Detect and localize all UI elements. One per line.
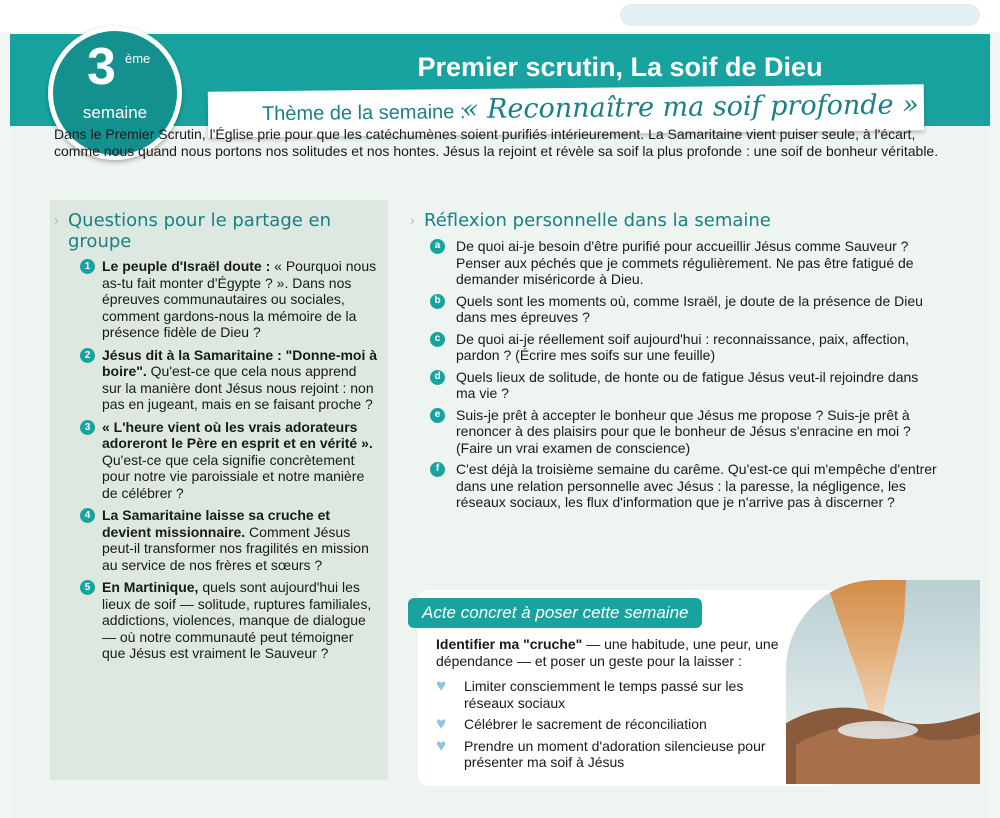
question-text: Comment Jésus peut-il transformer nos fragilités en mission au service de nos frères et sœurs ? xyxy=(102,523,369,573)
number-badge: 5 xyxy=(80,580,95,595)
list-item xyxy=(430,238,938,288)
letter-badge: b xyxy=(430,294,445,309)
acte-list xyxy=(436,678,776,776)
question-text: Qu'est-ce que cela nous apprend sur la manière dont Jésus nous rejoint : non pas en jugeant, mais en se faisant proche ? xyxy=(102,363,374,412)
list-item xyxy=(76,258,378,341)
intro-paragraph: Dans le Premier Scrutin, l'Église prie pour que les catéchumènes soient purifiés intérieurement. La Samaritaine vient puiser seule, à l'écart, comme nous quand nous portons nos solitudes et nos hontes. Jésus la rejoint et révèle sa soif la plus profonde : une soif de bonheur véritable. xyxy=(54,126,939,159)
question-lead: En Martinique, xyxy=(102,579,199,595)
questions-list xyxy=(76,258,378,668)
acte-intro-text: — une habitude, une peur, une dépendance — et poser un geste pour la laisser : xyxy=(436,636,779,669)
letter-badge: c xyxy=(430,332,445,347)
letter-badge: e xyxy=(430,408,445,423)
question-lead: « L'heure vient où les vrais adorateurs adoreront le Père en esprit et en vérité ». xyxy=(102,418,373,451)
theme-quote: « Reconnaître ma soif profonde » xyxy=(461,89,919,126)
question-lead: Jésus dit à la Samaritaine : "Donne-moi à boire". xyxy=(102,346,378,379)
top-pill-decoration xyxy=(620,4,980,26)
list-item xyxy=(76,579,378,662)
list-item xyxy=(430,461,938,511)
top-strip xyxy=(0,0,1000,32)
reflexion-text: De quoi ai-je réellement soif aujourd'hui : reconnaissance, paix, affection, pardon ? (Écrire mes soifs sur une feuille) xyxy=(456,330,910,363)
list-item xyxy=(76,507,378,573)
number-badge: 1 xyxy=(80,259,95,274)
question-text: « Pourquoi nous as-tu fait monter d'Égypte ? ». Dans nos épreuves communautaires ou sociales, comment gardons-nous la mémoire de la présence fidèle de Dieu ? xyxy=(102,258,377,340)
reflexion-text: C'est déjà la troisième semaine du carême. Qu'est-ce qui m'empêche d'entrer dans une relation personnelle avec Jésus : la paresse, la négligence, les réseaux sociaux, les flux d'information que je n'arrive pas à discerner ? xyxy=(456,461,937,510)
question-lead: Le peuple d'Israël doute : xyxy=(102,258,271,274)
number-badge: 4 xyxy=(80,508,95,523)
questions-title: Questions pour le partage en groupe xyxy=(68,210,332,252)
heart-icon: ♥ xyxy=(436,676,447,695)
heart-icon: ♥ xyxy=(436,714,447,733)
acte-intro xyxy=(436,636,782,669)
acte-intro-lead: Identifier ma "cruche" xyxy=(436,636,583,652)
chevron-right-icon: › xyxy=(54,212,59,228)
list-item xyxy=(436,678,776,711)
list-item xyxy=(436,735,776,771)
list-item xyxy=(436,716,776,733)
question-text: quels sont aujourd'hui les lieux de soif — solitude, ruptures familiales, addictions, violences, manque de dialogue — où notre communauté peut témoigner que Jésus est vraiment le Sauveur ? xyxy=(102,579,372,661)
question-lead: La Samaritaine laisse sa cruche et devient missionnaire. xyxy=(102,507,331,540)
list-item xyxy=(430,293,938,326)
list-item xyxy=(430,369,938,402)
reflexion-text: Quels sont les moments où, comme Israël, je doute de la présence de Dieu dans mes épreuves ? xyxy=(456,292,923,325)
reflexion-title: Réflexion personnelle dans la semaine xyxy=(424,210,771,231)
letter-badge: d xyxy=(430,370,445,385)
list-item xyxy=(430,407,938,457)
chevron-right-icon: › xyxy=(410,212,415,228)
reflexion-list xyxy=(430,238,938,516)
question-text: Qu'est-ce que cela signifie concrètement pour notre vie paroissiale et notre manière de célébrer ? xyxy=(102,451,365,501)
list-item xyxy=(76,419,378,502)
number-badge: 2 xyxy=(80,348,95,363)
reflexion-text: Quels lieux de solitude, de honte ou de fatigue Jésus veut-il rejoindre dans ma vie ? xyxy=(456,368,919,401)
acte-item-text: Limiter consciemment le temps passé sur les réseaux sociaux xyxy=(464,678,744,711)
week-word: semaine xyxy=(82,103,148,122)
reflexion-text: Suis-je prêt à accepter le bonheur que Jésus me propose ? Suis-je prêt à renoncer à des plaisirs pour que le bonheur de Jésus s'enracine en moi ? (Faire un vrai examen de conscience) xyxy=(456,406,911,456)
water-hands-photo xyxy=(786,580,980,784)
letter-badge: f xyxy=(430,462,445,477)
acte-item-text: Prendre un moment d'adoration silencieuse pour présenter ma soif à Jésus xyxy=(464,737,766,770)
reflexion-text: De quoi ai-je besoin d'être purifié pour accueillir Jésus comme Sauveur ? Penser aux péchés que je commets régulièrement. Ne pas être fatigué de demander miséricorde à Dieu. xyxy=(456,238,914,287)
heart-icon: ♥ xyxy=(436,735,447,755)
letter-badge: a xyxy=(430,239,445,254)
list-item xyxy=(76,347,378,413)
water-hands-illustration xyxy=(786,580,980,784)
page-title: Premier scrutin, La soif de Dieu xyxy=(417,52,823,82)
number-badge: 3 xyxy=(80,420,95,435)
acte-title: Acte concret à poser cette semaine xyxy=(408,598,702,628)
week-number: 3 xyxy=(87,38,116,96)
week-number-suffix: ème xyxy=(125,51,151,66)
theme-label: Thème de la semaine : xyxy=(261,101,466,126)
list-item xyxy=(430,331,938,364)
acte-item-text: Célébrer le sacrement de réconciliation xyxy=(464,716,707,732)
